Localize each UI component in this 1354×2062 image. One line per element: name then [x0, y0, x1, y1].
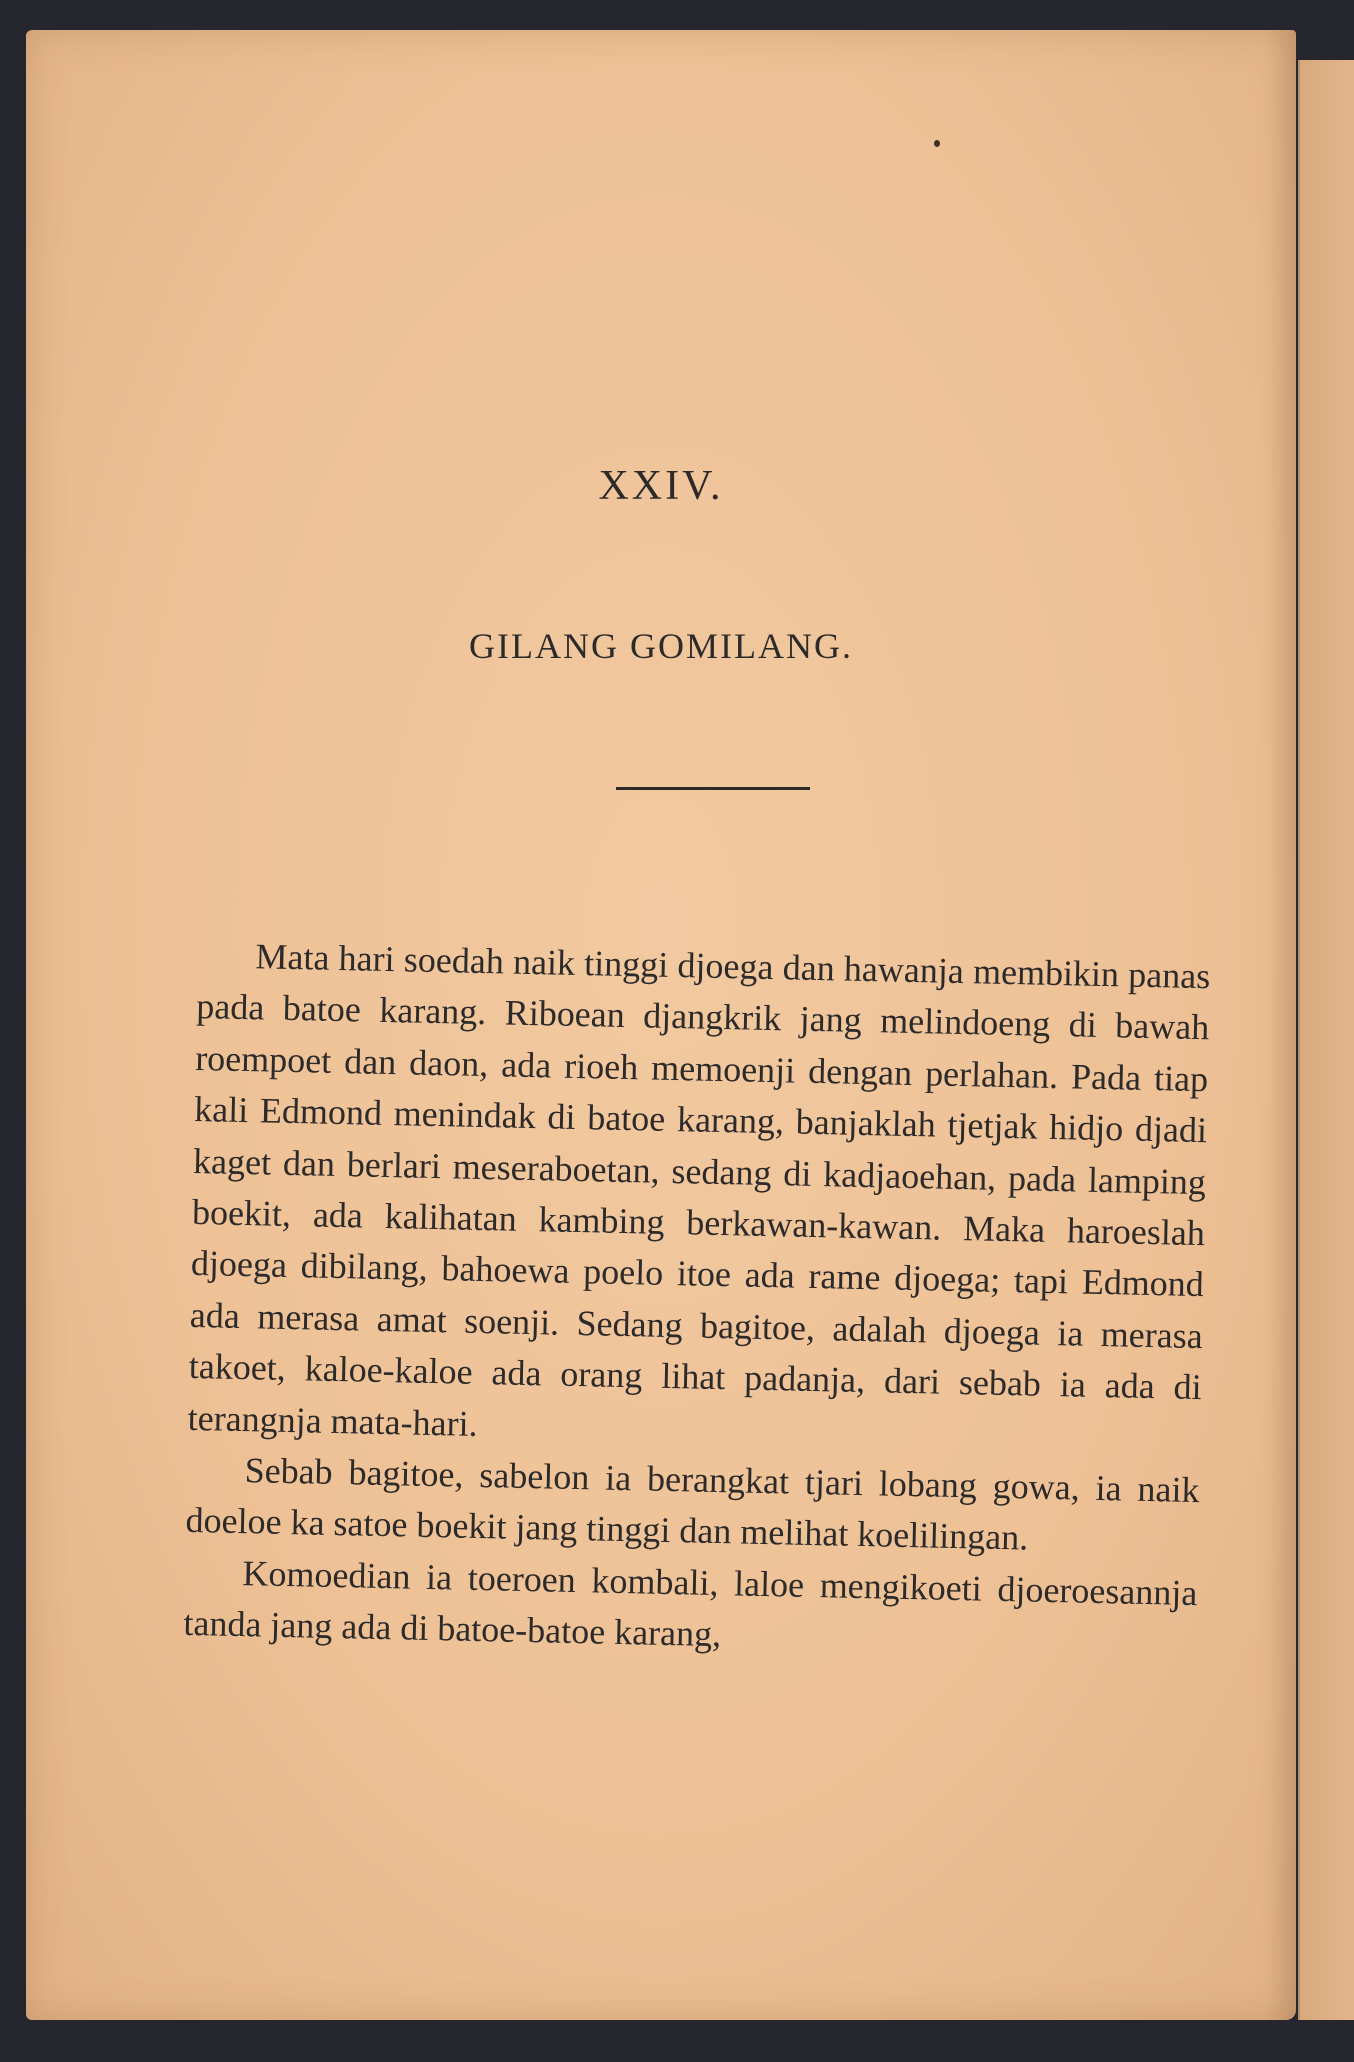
title-divider: [616, 787, 810, 790]
adjacent-page-edge: [1298, 60, 1354, 2020]
paragraph-1: Mata hari soedah naik tinggi djoega dan hawanja membikin panas pada batoe karang. Riboean djangkrik jang melindoeng di bawah roempoet dan daon, ada rioeh memoenji dengan perlahan. Pada tiap kali Edmond menindak di batoe karang, banjaklah tjetjak hidjo djadi kaget dan berlari meseraboetan, sedang di kadjaoehan, pada lamping boekit, ada kalihatan kambing berkawan-kawan. Maka haroeslah djoega dibilang, bahoewa poelo itoe ada rame djoega; tapi Edmond ada merasa amat soenji. Sedang bagitoe, adalah djoega ia merasa takoet, kaloe-kaloe ada orang lihat padanja, dari sebab ia ada di terangnja mata-hari.: [187, 936, 1211, 1444]
body-text: [183, 930, 1211, 1671]
chapter-title: GILANG GOMILANG.: [469, 626, 853, 666]
paragraph-2: Sebab bagitoe, sabelon ia berangkat tjari lobang gowa, ia naik doeloe ka satoe boekit jang tinggi dan melihat koelilingan.: [185, 1450, 1200, 1558]
ink-speck: [934, 140, 940, 147]
paragraph-3: Komoedian ia toeroen kombali, laloe mengikoeti djoeroesannja tanda jang ada di batoe-batoe karang,: [183, 1552, 1198, 1655]
book-page: [26, 30, 1296, 2020]
page-shadow: [1266, 30, 1296, 2020]
chapter-number: XXIV.: [598, 463, 724, 509]
